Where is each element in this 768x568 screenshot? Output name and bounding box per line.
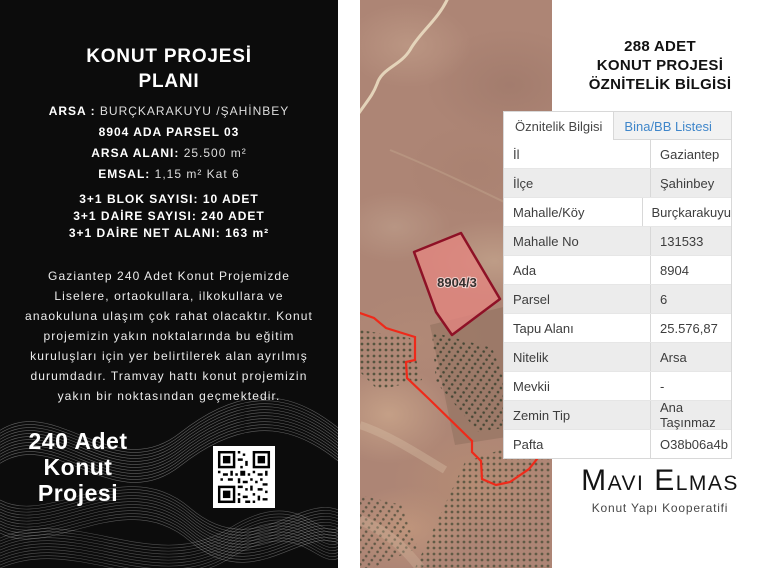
table-row-mahalle-koy [504,198,731,227]
project-plan-panel [0,0,338,568]
attribute-panel-title [552,37,768,94]
table-row-parsel [504,285,731,314]
project-badge [14,428,142,506]
rp-title-line1: 288 ADET [624,38,696,55]
row-value: Ana Taşınmaz [650,401,731,429]
table-row-mahalle-no [504,227,731,256]
badge-line3: Projesi [37,480,119,506]
row-value: 25.576,87 [650,314,731,342]
stat-blok-sayisi: 3+1 BLOK SAYISI: 10 ADET [79,192,259,206]
row-label: Pafta [513,436,544,452]
row-value: Gaziantep [650,140,731,168]
plot-area-line [0,143,338,164]
rp-title-line3: ÖZNİTELİK BİLGİSİ [588,76,732,93]
row-value: O38b06a4b [650,430,731,458]
rp-title-line2: KONUT PROJESİ [596,57,724,74]
company-logo [552,464,768,515]
table-row-mevkii [504,372,731,401]
row-value: 131533 [650,227,731,255]
qr-code [213,446,275,508]
table-row-ilce [504,169,731,198]
ada-parsel-line: 8904 ADA PARSEL 03 [98,125,240,139]
stat-daire-net-alani: 3+1 DAİRE NET ALANI: 163 m² [68,226,270,240]
left-panel-title-line2: PLANI [138,71,200,92]
row-value: Burçkarakuyu [642,198,731,226]
company-logo-subtitle: Konut Yapı Kooperatifi [591,501,729,515]
emsal-line [0,164,338,185]
row-label: Mahalle No [513,233,579,249]
attribute-widget [503,111,732,459]
tab-bar [503,111,732,140]
parcel-label: 8904/3 [437,275,477,290]
table-row-zemin-tip [504,401,731,430]
row-value: Şahinbey [650,169,731,197]
row-label: Mahalle/Köy [513,204,585,220]
table-row-il [504,140,731,169]
tab-bina-bb-listesi[interactable]: Bina/BB Listesi [614,111,732,140]
row-label: İl [513,146,520,162]
attribute-table [503,140,732,459]
table-row-ada [504,256,731,285]
dirt-road [360,0,448,116]
row-value: Arsa [650,343,731,371]
row-value: - [650,372,731,400]
arsa-value: BURÇKARAKUYU /ŞAHİNBEY [99,104,290,118]
unit-stats-block [0,191,338,242]
arsa-label: ARSA : [48,104,96,118]
company-logo-name: Mavi Elmas [581,464,739,497]
plot-location-line [0,101,338,122]
row-label: Tapu Alanı [513,320,574,336]
row-label: Zemin Tip [513,407,571,423]
tab-oznitelik-bilgisi[interactable]: Öznitelik Bilgisi [503,111,614,140]
row-label: Mevkii [513,378,550,394]
badge-line2: Konut [43,454,113,480]
emsal-label: EMSAL: [98,167,151,181]
table-row-tapu-alani [504,314,731,343]
row-value: 6 [650,285,731,313]
row-label: Parsel [513,291,550,307]
table-row-pafta [504,430,731,458]
plot-info-block [0,101,338,185]
left-panel-title-line1: KONUT PROJESİ [86,46,252,67]
table-row-nitelik [504,343,731,372]
badge-line1: 240 Adet [28,428,128,454]
row-label: Ada [513,262,537,278]
arsa-alani-value: 25.500 m² [183,146,247,160]
row-value: 8904 [650,256,731,284]
project-description: Gaziantep 240 Adet Konut Projemizde Liselere, ortaokullara, ilkokullara ve anaokuluna ulaşım çok rahat olacaktır. Konut projemizin yakın noktalarında bu eğitim kuruluşları için yer belirtilerek alan ayrılmış durumdadır. Tramvay hattı konut projemizin yakın bir noktasından geçmektedir. [25,269,313,403]
emsal-value: 1,15 m² Kat 6 [154,167,240,181]
arsa-alani-label: ARSA ALANI: [91,146,180,160]
stat-daire-sayisi: 3+1 DAİRE SAYISI: 240 ADET [73,209,265,223]
row-label: Nitelik [513,349,549,365]
left-panel-title [0,44,338,94]
row-label: İlçe [513,175,534,191]
